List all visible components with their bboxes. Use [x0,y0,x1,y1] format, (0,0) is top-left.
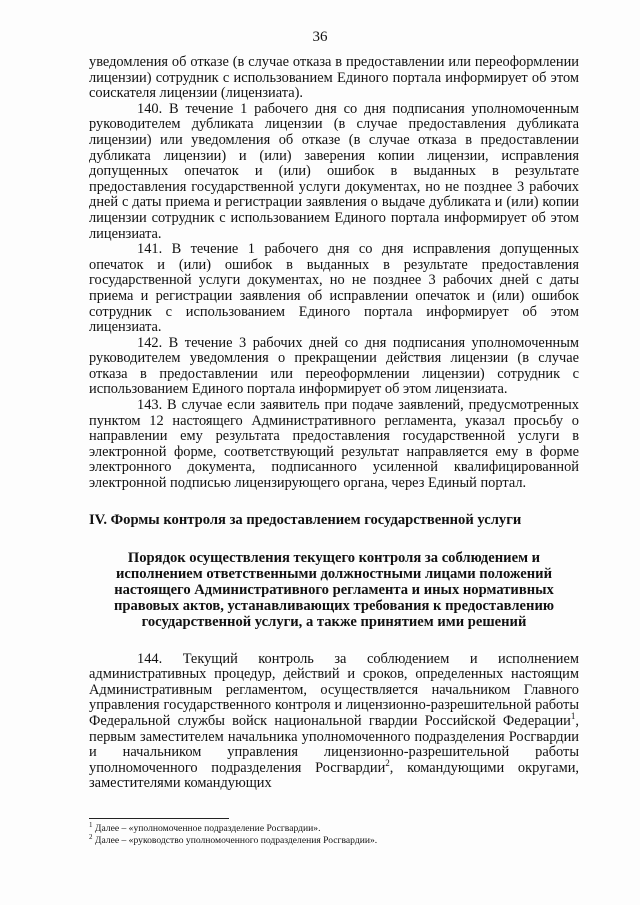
paragraph-140: 140. В течение 1 рабочего дня со дня подписания уполномоченным руководителем дубликата лицензии (в случае предоставления дубликата лицензии) или уведомления об отказе (в случае отказа в предоставлении дубликата лицензии) и (или) заверения копии лицензии, исправления допущенных опечаток и (или) ошибок в выданных в результате предоставления государственной услуги документах, но не позднее 3 рабочих дней с даты приема и регистрации заявления о выдаче дубликата и (или) копии лицензии сотрудник с использованием Единого портала информирует об этом лицензиата. [89,100,579,242]
footnote-ref-2[interactable]: 2 [385,757,390,768]
footnote-text: Далее – «уполномоченное подразделение Росгвардии». [92,823,321,834]
footnote-ref-1[interactable]: 1 [570,711,576,722]
footnote-number: 2 [89,832,93,841]
footnote-2 [89,832,579,847]
footnote-1 [89,820,579,835]
paragraph-141: 141. В течение 1 рабочего дня со дня исправления допущенных опечаток и (или) ошибок в выданных в результате предоставления государственной услуги документах, но не позднее 3 рабочих дней с даты приема и регистрации заявления об исправлении опечаток и (или) ошибок сотрудник с использованием Единого портала информирует об этом лицензиата. [89,241,579,336]
page-body [89,55,579,792]
footnote-number: 1 [89,820,93,829]
paragraph-142: 142. В течение 3 рабочих дней со дня подписания уполномоченным руководителем уведомления о прекращении действия лицензии (в случае отказа в предоставлении или переоформлении лицензии) сотрудник с использованием Единого портала информирует об этом лицензиата. [89,334,579,398]
paragraph-144-part1: 144. Текущий контроль за соблюдением и исполнением административных процедур, действий и сроков, определенных настоящим Административным регламентом, осуществляется начальником Главного управления государственного контроля и лицензионно-разрешительной работы Федеральной службы войск национальной гвардии Российской Федерации [89,650,579,729]
footnotes [89,820,579,847]
paragraph-143: 143. В случае если заявитель при подаче заявлений, предусмотренных пунктом 12 настоящего Административного регламента, указал просьбу о направлении ему результата предоставления государственной услуги в электронной форме, соответствующий результат направляется ему в форме электронного документа, подписанного усиленной квалифицированной электронной подписью лицензирующего органа, через Единый портал. [89,397,579,492]
page-number: 36 [312,29,328,45]
paragraph-continuation: уведомления об отказе (в случае отказа в предоставлении или переоформлении лицензии) сотрудник с использованием Единого портала информирует об этом соискателя лицензии (лицензиата). [89,54,579,102]
footnote-text: Далее – «руководство уполномоченного подразделения Росгвардии». [92,835,378,846]
paragraph-144-part2: , первым заместителем начальника уполномоченного подразделения Росгвардии и начальником управления лицензионно-разрешительной работы уполномоченного подразделения Росгвардии [89,713,579,776]
footnote-divider [89,818,229,819]
paragraph-144-part3: , командующими округами, заместителями командующих [89,759,579,792]
section-title: IV. Формы контроля за предоставлением государственной услуги [89,511,522,528]
paragraph-144 [89,652,579,792]
subsection-title: Порядок осуществления текущего контроля за соблюдением и исполнением ответственными должностными лицами положений настоящего Административного регламента и иных нормативных правовых актов, устанавливающих требования к предоставлению государственной услуги, а также принятием ими решений [113,549,555,630]
